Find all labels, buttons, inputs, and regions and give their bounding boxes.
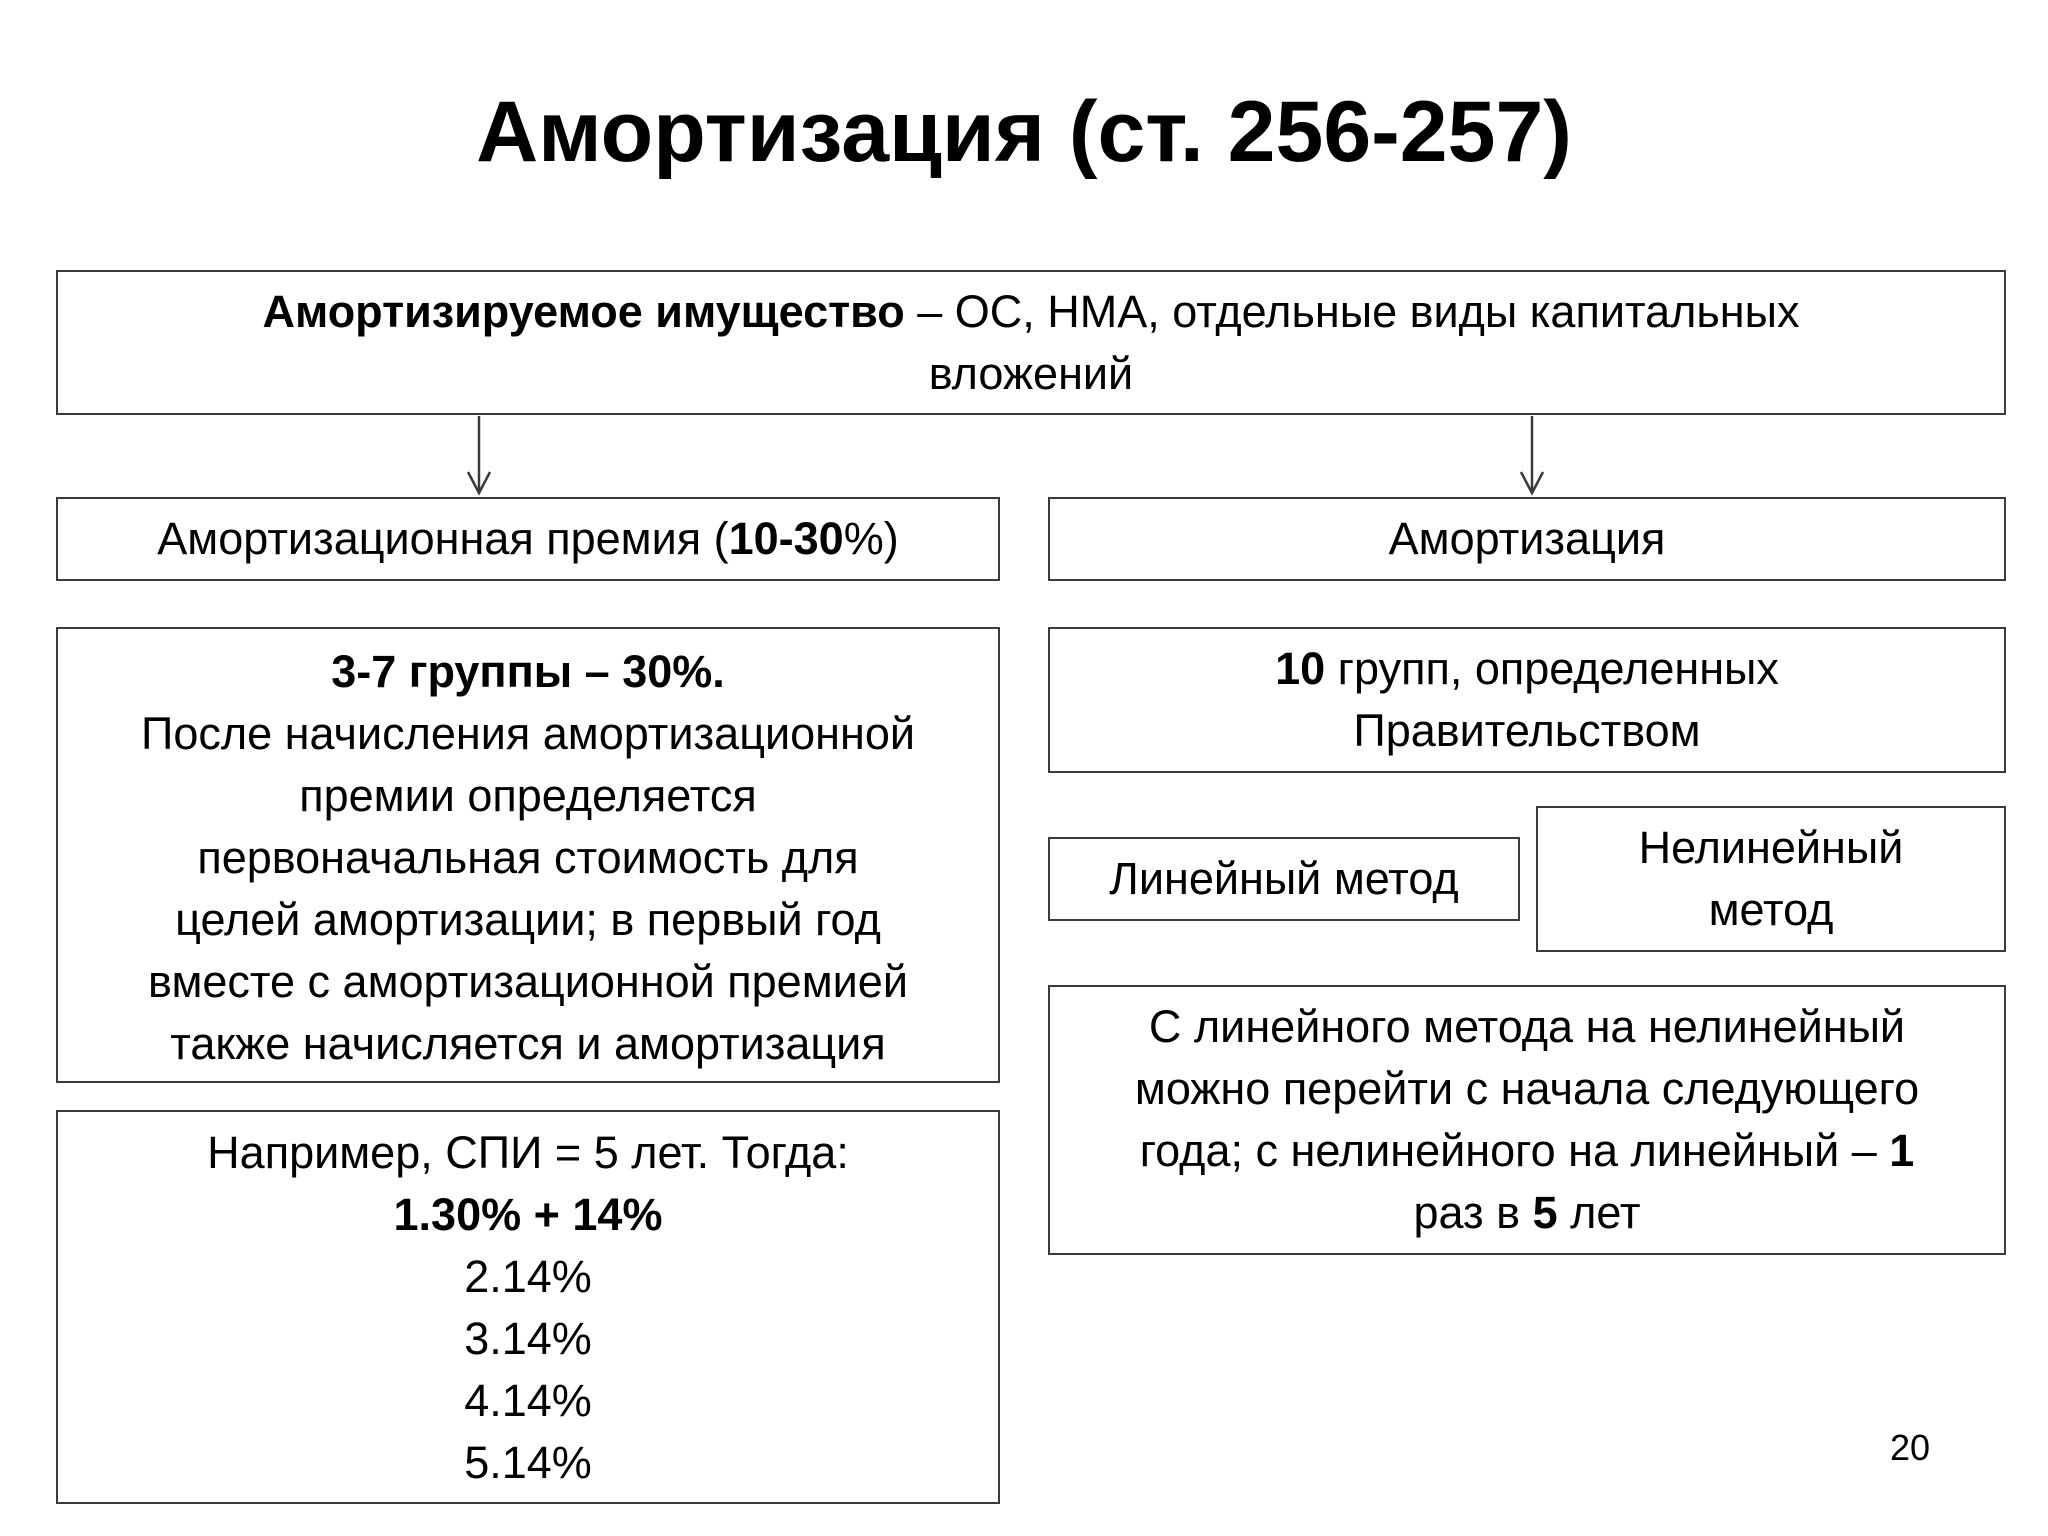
nonlinear-method-line-2: метод: [1708, 884, 1834, 935]
depreciable-property-line-2: вложений: [928, 347, 1134, 399]
ten-groups-box: [1048, 627, 2006, 773]
example-intro: Например, СПИ = 5 лет. Тогда:: [207, 1127, 849, 1178]
amortization-box: [1048, 497, 2006, 581]
depreciable-property-term: Амортизируемое имущество: [262, 285, 905, 337]
ten-groups-line-2: Правительством: [1353, 705, 1701, 756]
depreciation-bonus-range: 10-30: [728, 513, 844, 564]
method-switch-line-4-prefix: раз в: [1413, 1187, 1533, 1238]
depreciable-property-definition: – ОС, НМА, отдельные виды капитальных: [904, 285, 1800, 337]
amortization-label: Амортизация: [1388, 513, 1666, 564]
slide-title: Амортизация (ст. 256-257): [476, 84, 1572, 180]
depreciable-property-box: [56, 270, 2006, 415]
arrowhead-amortization: [1521, 472, 1543, 493]
groups-3-7-heading-text: 3-7 группы – 30%.: [331, 646, 725, 697]
depreciation-bonus-label: [157, 508, 898, 570]
nonlinear-method-box: [1536, 806, 2006, 952]
page-number: 20: [1890, 1427, 1931, 1468]
groups-3-7-line-2: премии определяется: [299, 770, 757, 821]
groups-3-7-box: [56, 627, 1000, 1083]
example-box: [56, 1110, 1000, 1504]
method-switch-line-2: можно перейти с начала следующего: [1134, 1063, 1920, 1114]
method-switch-line-3-text: года; с нелинейного на линейный –: [1139, 1125, 1890, 1176]
example-year-5: 5.14%: [464, 1437, 592, 1488]
method-switch-line-1: С линейного метода на нелинейный: [1148, 1001, 1906, 1052]
ten-groups-line-1: [1275, 638, 1779, 700]
method-switch-line-4: [1413, 1182, 1640, 1244]
method-switch-line-4-suffix: лет: [1557, 1187, 1641, 1238]
groups-3-7-line-4: целей амортизации; в первый год: [175, 894, 881, 945]
arrowhead-premium: [468, 472, 490, 493]
groups-3-7-line-6: также начисляется и амортизация: [170, 1018, 886, 1069]
depreciation-bonus-box: [56, 497, 1000, 581]
ten-groups-count: 10: [1275, 643, 1326, 694]
example-year-1: [394, 1184, 663, 1246]
groups-3-7-heading: [331, 641, 725, 703]
nonlinear-method-line-1: Нелинейный: [1638, 822, 1904, 873]
linear-method-box: [1048, 837, 1520, 921]
method-switch-line-4-bold: 5: [1532, 1187, 1558, 1238]
groups-3-7-line-3: первоначальная стоимость для: [197, 832, 859, 883]
example-year-3: 3.14%: [464, 1313, 592, 1364]
groups-3-7-line-5: вместе с амортизационной премией: [148, 956, 908, 1007]
method-switch-line-3-bold: 1: [1889, 1125, 1915, 1176]
groups-3-7-line-1: После начисления амортизационной: [140, 708, 915, 759]
example-year-2: 2.14%: [464, 1251, 592, 1302]
example-year-1-text: 1.30% + 14%: [393, 1189, 663, 1240]
method-switch-box: [1048, 985, 2006, 1255]
example-year-4: 4.14%: [464, 1375, 592, 1426]
depreciation-bonus-prefix: Амортизационная премия (: [157, 513, 729, 564]
linear-method-label: Линейный метод: [1109, 853, 1459, 904]
depreciation-bonus-suffix: %): [843, 513, 899, 564]
method-switch-line-3: [1140, 1120, 1915, 1182]
ten-groups-text: групп, определенных: [1325, 643, 1779, 694]
depreciable-property-line-1: [263, 281, 1800, 343]
